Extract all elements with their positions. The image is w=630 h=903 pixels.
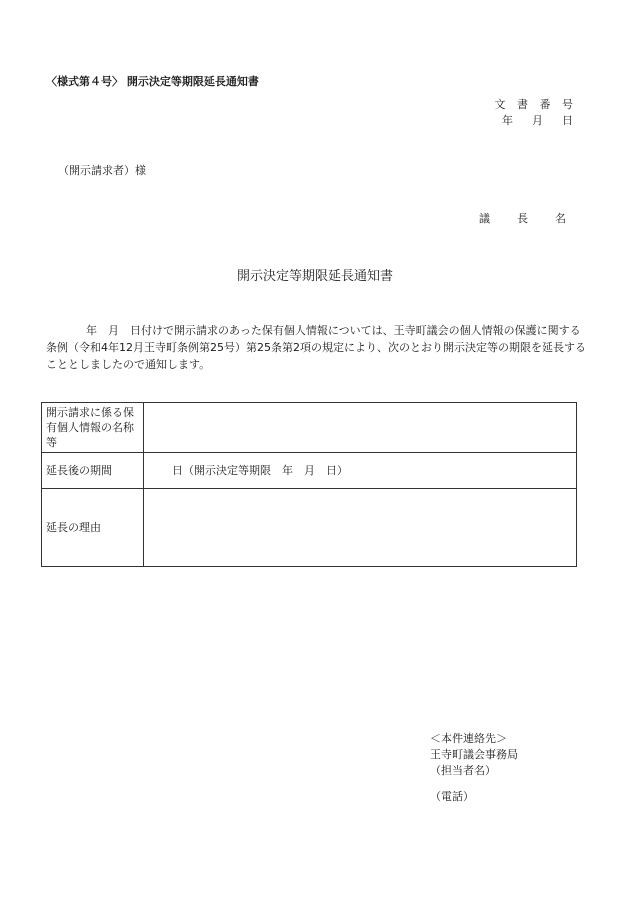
chair-name: 議 長 名 [479,212,574,225]
contact-person: （担当者名） [430,764,496,777]
document-header [495,97,578,129]
document-date: 年 月 日 [502,114,577,127]
table-row [42,489,577,567]
row-label-extended-period: 延長後の期間 [42,453,144,489]
contact-phone: （電話） [430,790,474,803]
body-paragraph: 年 月 日付けで開示請求のあった保有個人情報については、王寺町議会の個人情報の保護に関する条例（令和4年12月王寺町条例第25号）第25条第2項の規定により、次のとおり開示決定等の期限を延長することとしましたので通知します。 [46,324,586,371]
row-value-extension-reason [144,489,577,567]
table-row [42,453,577,489]
row-value-requested-info [144,403,577,453]
contact-office: 王寺町議会事務局 [430,748,518,761]
row-label-requested-info: 開示請求に係る保有個人情報の名称等 [42,403,144,453]
addressee: （開示請求者）様 [58,164,146,177]
document-number: 文 書 番 号 [494,98,577,111]
contact-block [430,731,518,779]
row-label-extension-reason: 延長の理由 [42,489,144,567]
form-number-label: 〈様式第４号〉 開示決定等期限延長通知書 [46,75,259,88]
table-row [42,403,577,453]
contact-heading: ＜本件連絡先＞ [430,732,507,745]
document-title: 開示決定等期限延長通知書 [236,269,393,284]
info-table [41,402,577,567]
row-value-extended-period: 日（開示決定等期限 年 月 日） [144,453,577,489]
